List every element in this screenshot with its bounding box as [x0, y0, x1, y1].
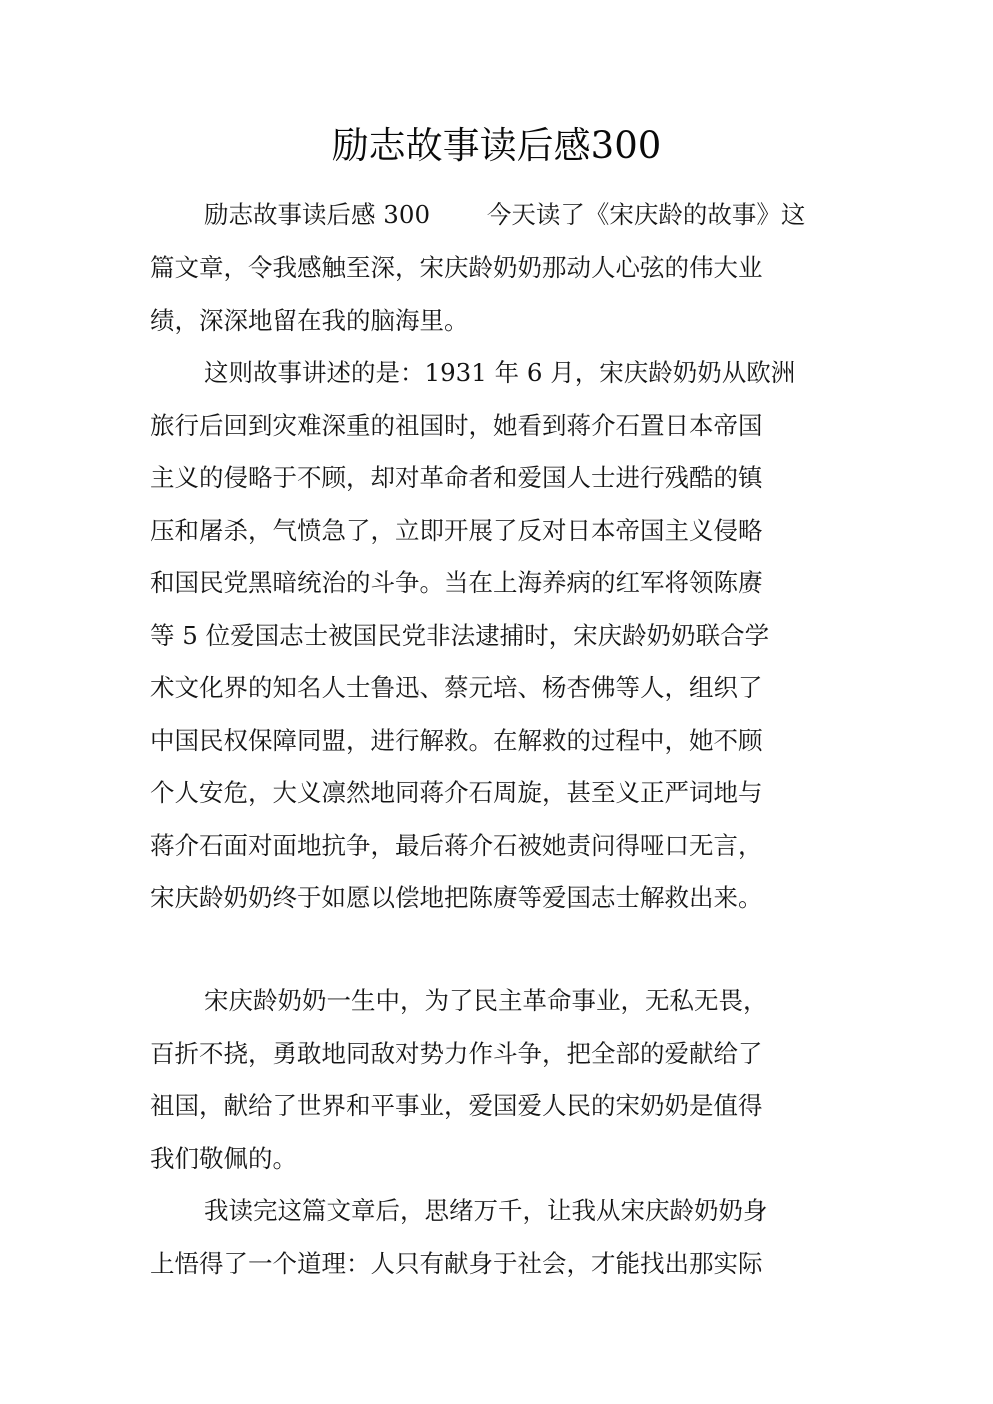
paragraph-line: 我读完这篇文章后，思绪万千，让我从宋庆龄奶奶身 — [204, 1196, 768, 1225]
paragraph-line: 术文化界的知名人士鲁迅、蔡元培、杨杏佛等人，组织了 — [150, 673, 763, 702]
paragraph-line: 上悟得了一个道理：人只有献身于社会，才能找出那实际 — [150, 1249, 763, 1278]
document-title: 励志故事读后感300 — [331, 124, 662, 167]
paragraph-line: 篇文章，令我感触至深，宋庆龄奶奶那动人心弦的伟大业 — [150, 253, 763, 282]
paragraph-line: 旅行后回到灾难深重的祖国时，她看到蒋介石置日本帝国 — [150, 411, 763, 440]
paragraph-line: 这则故事讲述的是：1931 年 6 月，宋庆龄奶奶从欧洲 — [204, 358, 796, 387]
paragraph-line: 等 5 位爱国志士被国民党非法逮捕时，宋庆龄奶奶联合学 — [150, 621, 770, 650]
paragraph-line: 中国民权保障同盟，进行解救。在解救的过程中，她不顾 — [150, 726, 763, 755]
paragraph-line: 个人安危，大义凛然地同蒋介石周旋，甚至义正严词地与 — [150, 778, 763, 807]
paragraph-line: 我们敬佩的。 — [150, 1144, 297, 1173]
paragraph-line: 励志故事读后感 300 今天读了《宋庆龄的故事》这 — [204, 200, 806, 229]
paragraph-line: 压和屠杀，气愤急了，立即开展了反对日本帝国主义侵略 — [150, 516, 763, 545]
paragraph-line: 宋庆龄奶奶终于如愿以偿地把陈赓等爱国志士解救出来。 — [150, 883, 763, 912]
paragraph-line: 蒋介石面对面地抗争，最后蒋介石被她责问得哑口无言， — [150, 831, 763, 860]
paragraph-line: 绩，深深地留在我的脑海里。 — [150, 306, 469, 335]
paragraph-line: 百折不挠，勇敢地同敌对势力作斗争，把全部的爱献给了 — [150, 1039, 763, 1068]
paragraph-line: 和国民党黑暗统治的斗争。当在上海养病的红军将领陈赓 — [150, 568, 763, 597]
paragraph-line: 宋庆龄奶奶一生中，为了民主革命事业，无私无畏， — [204, 986, 768, 1015]
paragraph-line: 主义的侵略于不顾，却对革命者和爱国人士进行残酷的镇 — [150, 463, 763, 492]
paragraph-line: 祖国，献给了世界和平事业，爱国爱人民的宋奶奶是值得 — [150, 1091, 763, 1120]
